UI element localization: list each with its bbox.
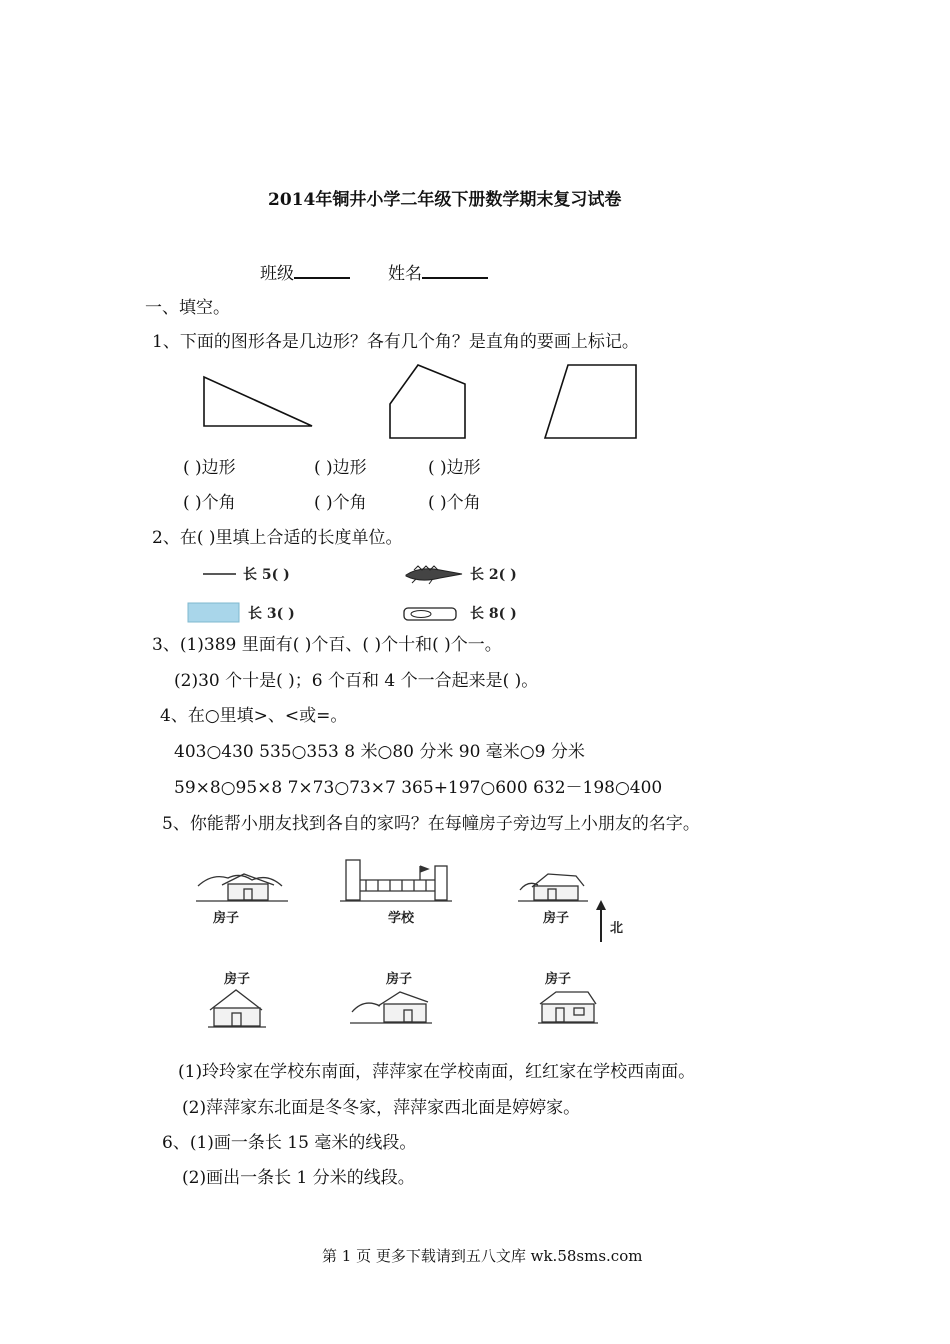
page-footer: 第 1 页 更多下载请到五八文库 wk.58sms.com [322,1247,643,1265]
question-5-sub-1: (1)玲玲家在学校东南面，萍萍家在学校南面，红红家在学校西南面。 [178,1062,696,1082]
q1-sides-blank-2[interactable]: ( )边形 [314,458,367,478]
q1-angles-blank-2[interactable]: ( )个角 [314,493,367,513]
q2-item-3: 长 3( ) [248,606,295,622]
question-5: 5、你能帮小朋友找到各自的家吗？在每幢房子旁边写上小朋友的名字。 [162,814,700,834]
section-heading: 一、填空。 [145,298,230,318]
q2-item-2: 长 2( ) [470,567,517,583]
school-label: 学校 [388,911,415,926]
house-label: 房子 [545,972,572,987]
question-3-line-2: (2)30 个十是( )；6 个百和 4 个一合起来是( )。 [174,671,539,691]
school-icon [340,860,452,901]
north-label: 北 [610,921,624,936]
question-2: 2、在( )里填上合适的长度单位。 [152,528,403,548]
question-4: 4、在○里填>、<或=。 [160,706,348,726]
q2-item-1: 长 5( ) [243,567,290,583]
question-6-sub-1: 6、(1)画一条长 15 毫米的线段。 [162,1133,417,1153]
question-3-line-1: 3、(1)389 里面有( )个百、( )个十和( )个一。 [152,635,502,655]
q1-sides-blank-1[interactable]: ( )边形 [183,458,236,478]
q1-sides-blank-3[interactable]: ( )边形 [428,458,481,478]
q1-angles-blank-3[interactable]: ( )个角 [428,493,481,513]
q1-angles-blank-1[interactable]: ( )个角 [183,493,236,513]
house-icon [538,992,598,1023]
page-title: 2014年铜井小学二年级下册数学期末复习试卷 [268,190,622,210]
house-icon [208,990,266,1027]
question-6-sub-2: (2)画出一条长 1 分米的线段。 [182,1168,415,1188]
class-label: 班级 [260,264,294,284]
question-4-line-1: 403○430 535○353 8 米○80 分米 90 毫米○9 分米 [174,742,585,762]
house-label: 房子 [213,911,240,926]
house-label: 房子 [224,972,251,987]
house-icon [518,874,588,901]
question-5-sub-2: (2)萍萍家东北面是冬冬家，萍萍家西北面是婷婷家。 [182,1098,581,1118]
name-label: 姓名 [388,264,422,284]
house-label: 房子 [386,972,413,987]
house-label: 房子 [543,911,570,926]
question-4-line-2: 59×8○95×8 7×73○73×7 365+197○600 632－198○400 [174,778,663,798]
question-1: 1、下面的图形各是几边形？各有几个角？是直角的要画上标记。 [152,332,639,352]
north-arrow-icon [596,900,606,942]
house-icon [350,992,432,1023]
house-icon [196,874,288,901]
q2-item-4: 长 8( ) [470,606,517,622]
